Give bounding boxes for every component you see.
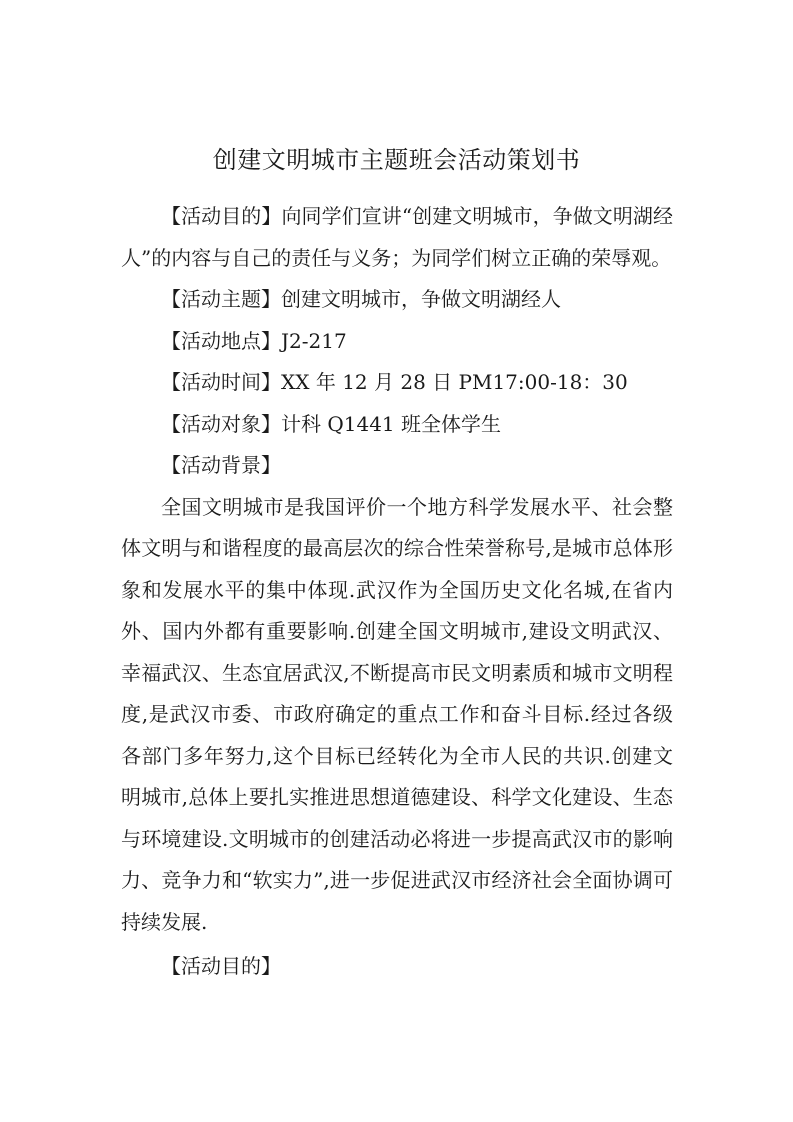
theme-label: 【活动主题】 [161, 287, 281, 311]
time-value: XX 年 12 月 28 日 PM17:00-18：30 [281, 370, 628, 394]
background-label: 【活动背景】 [161, 453, 281, 477]
audience-label: 【活动对象】 [161, 411, 281, 436]
document-title: 创建文明城市主题班会活动策划书 [212, 146, 581, 174]
closing-heading [121, 946, 673, 988]
theme-field [121, 279, 673, 321]
purpose-text: 向同学们宣讲“创建文明城市，争做文明湖经人”的内容与自己的责任与义务；为同学们树立正确的荣辱观。 [121, 204, 674, 270]
location-value: J2-217 [281, 328, 347, 353]
background-paragraph: 全国文明城市是我国评价一个地方科学发展水平、社会整体文明与和谐程度的最高层次的综合性荣誉称号,是城市总体形象和发展水平的集中体现.武汉作为全国历史文化名城,在省内外、国内外都有重要影响.创建全国文明城市,建设文明武汉、幸福武汉、生态宜居武汉,不断提高市民文明素质和城市文明程度,是武汉市委、市政府确定的重点工作和奋斗目标.经过各级各部门多年努力,这个目标已经转化为全市人民的共识.创建文明城市,总体上要扎实推进思想道德建设、科学文化建设、生态与环境建设.文明城市的创建活动必将进一步提高武汉市的影响力、竞争力和“软实力”,进一步促进武汉市经济社会全面协调可持续发展. [121, 494, 673, 934]
background-heading [121, 445, 673, 487]
audience-value: 计科 Q1441 班全体学生 [281, 411, 502, 436]
theme-value: 创建文明城市，争做文明湖经人 [281, 287, 561, 311]
time-field [121, 362, 673, 404]
closing-label: 【活动目的】 [161, 954, 281, 978]
document-body [121, 196, 673, 988]
purpose-paragraph [121, 196, 673, 279]
purpose-label: 【活动目的】 [161, 204, 282, 228]
time-label: 【活动时间】 [161, 370, 281, 394]
location-field [121, 321, 673, 363]
location-label: 【活动地点】 [161, 328, 281, 353]
audience-field [121, 404, 673, 446]
